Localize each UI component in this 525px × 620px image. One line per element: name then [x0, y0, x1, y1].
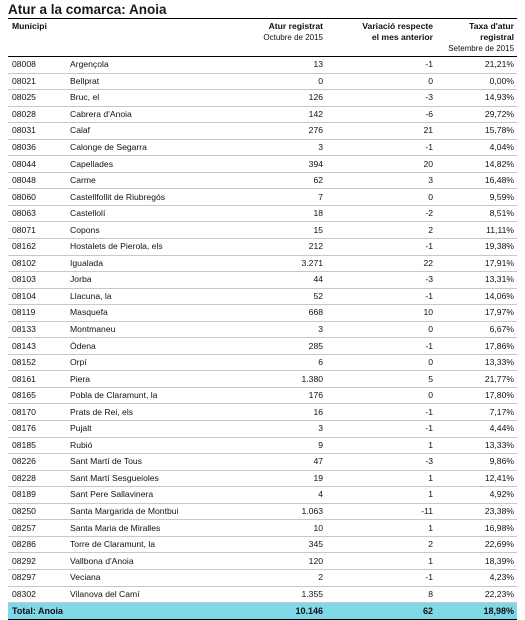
cell-atur: 3.271	[226, 255, 326, 272]
cell-atur: 16	[226, 404, 326, 421]
cell-variacio: 0	[326, 354, 436, 371]
table-row	[8, 73, 517, 90]
cell-code: 08165	[8, 387, 66, 404]
unemployment-table	[8, 18, 517, 620]
header-taxa	[436, 19, 517, 57]
cell-variacio: 1	[326, 437, 436, 454]
total-taxa: 18,98%	[436, 603, 517, 620]
table-row	[8, 586, 517, 603]
table-row	[8, 288, 517, 305]
table-row	[8, 222, 517, 239]
table-row	[8, 503, 517, 520]
cell-taxa: 6,67%	[436, 321, 517, 338]
cell-code: 08028	[8, 106, 66, 123]
cell-variacio: 0	[326, 189, 436, 206]
cell-municipi: Prats de Rei, els	[66, 404, 226, 421]
cell-municipi: Santa Maria de Miralles	[66, 520, 226, 537]
cell-municipi: Argençola	[66, 57, 226, 74]
cell-municipi: Bellprat	[66, 73, 226, 90]
total-atur: 10.146	[226, 603, 326, 620]
cell-municipi: Veciana	[66, 569, 226, 586]
cell-taxa: 29,72%	[436, 106, 517, 123]
cell-municipi: Rubió	[66, 437, 226, 454]
cell-taxa: 4,04%	[436, 139, 517, 156]
cell-atur: 3	[226, 321, 326, 338]
table-row	[8, 305, 517, 322]
table-row	[8, 139, 517, 156]
cell-atur: 10	[226, 520, 326, 537]
cell-variacio: 20	[326, 156, 436, 173]
cell-atur: 1.063	[226, 503, 326, 520]
cell-code: 08060	[8, 189, 66, 206]
cell-atur: 345	[226, 536, 326, 553]
cell-code: 08170	[8, 404, 66, 421]
table-footer	[8, 603, 517, 620]
cell-variacio: -2	[326, 205, 436, 222]
cell-atur: 13	[226, 57, 326, 74]
cell-code: 08161	[8, 371, 66, 388]
cell-atur: 4	[226, 487, 326, 504]
cell-municipi: Orpí	[66, 354, 226, 371]
cell-variacio: 3	[326, 172, 436, 189]
cell-atur: 18	[226, 205, 326, 222]
cell-atur: 3	[226, 421, 326, 438]
cell-variacio: -1	[326, 569, 436, 586]
cell-variacio: 2	[326, 222, 436, 239]
cell-code: 08071	[8, 222, 66, 239]
table-row	[8, 255, 517, 272]
cell-code: 08025	[8, 90, 66, 107]
cell-taxa: 8,51%	[436, 205, 517, 222]
cell-variacio: 1	[326, 520, 436, 537]
table-row	[8, 421, 517, 438]
cell-code: 08008	[8, 57, 66, 74]
cell-taxa: 17,86%	[436, 338, 517, 355]
cell-variacio: 2	[326, 536, 436, 553]
cell-taxa: 9,86%	[436, 454, 517, 471]
cell-code: 08162	[8, 239, 66, 256]
total-label: Total: Anoia	[8, 603, 226, 620]
cell-municipi: Montmaneu	[66, 321, 226, 338]
table-row	[8, 156, 517, 173]
table-row	[8, 354, 517, 371]
cell-municipi: Òdena	[66, 338, 226, 355]
cell-taxa: 12,41%	[436, 470, 517, 487]
table-row	[8, 90, 517, 107]
cell-variacio: 1	[326, 470, 436, 487]
cell-taxa: 18,39%	[436, 553, 517, 570]
cell-taxa: 16,48%	[436, 172, 517, 189]
cell-municipi: Masquefa	[66, 305, 226, 322]
cell-code: 08189	[8, 487, 66, 504]
table-row	[8, 321, 517, 338]
cell-atur: 212	[226, 239, 326, 256]
cell-taxa: 19,38%	[436, 239, 517, 256]
header-taxa-sub: Setembre de 2015	[448, 44, 515, 53]
header-taxa-label: Taxa d'atur registral	[469, 21, 515, 42]
cell-variacio: 1	[326, 553, 436, 570]
cell-variacio: -3	[326, 90, 436, 107]
cell-municipi: Jorba	[66, 272, 226, 289]
cell-code: 08226	[8, 454, 66, 471]
cell-code: 08185	[8, 437, 66, 454]
cell-atur: 285	[226, 338, 326, 355]
table-body	[8, 57, 517, 603]
cell-code: 08176	[8, 421, 66, 438]
cell-municipi: Carme	[66, 172, 226, 189]
cell-variacio: 0	[326, 73, 436, 90]
header-variacio-label: Variació respecte	[362, 21, 434, 31]
cell-code: 08044	[8, 156, 66, 173]
cell-taxa: 4,44%	[436, 421, 517, 438]
table-row	[8, 205, 517, 222]
table-row	[8, 536, 517, 553]
cell-code: 08250	[8, 503, 66, 520]
cell-taxa: 13,31%	[436, 272, 517, 289]
cell-taxa: 13,33%	[436, 354, 517, 371]
cell-taxa: 13,33%	[436, 437, 517, 454]
cell-code: 08257	[8, 520, 66, 537]
cell-code: 08302	[8, 586, 66, 603]
cell-taxa: 22,23%	[436, 586, 517, 603]
cell-variacio: -1	[326, 139, 436, 156]
table-row	[8, 404, 517, 421]
cell-municipi: Capellades	[66, 156, 226, 173]
cell-variacio: 10	[326, 305, 436, 322]
cell-taxa: 7,17%	[436, 404, 517, 421]
cell-atur: 44	[226, 272, 326, 289]
cell-taxa: 14,93%	[436, 90, 517, 107]
cell-municipi: Llacuna, la	[66, 288, 226, 305]
cell-municipi: Santa Margarida de Montbui	[66, 503, 226, 520]
cell-municipi: Castellfollit de Riubregós	[66, 189, 226, 206]
cell-variacio: 0	[326, 387, 436, 404]
cell-taxa: 11,11%	[436, 222, 517, 239]
table-row	[8, 437, 517, 454]
cell-code: 08228	[8, 470, 66, 487]
cell-atur: 276	[226, 123, 326, 140]
cell-municipi: Torre de Claramunt, la	[66, 536, 226, 553]
cell-variacio: -3	[326, 454, 436, 471]
cell-atur: 2	[226, 569, 326, 586]
cell-municipi: Cabrera d'Anoia	[66, 106, 226, 123]
cell-code: 08104	[8, 288, 66, 305]
cell-code: 08048	[8, 172, 66, 189]
cell-taxa: 21,77%	[436, 371, 517, 388]
cell-taxa: 16,98%	[436, 520, 517, 537]
table-row	[8, 338, 517, 355]
cell-atur: 3	[226, 139, 326, 156]
cell-atur: 15	[226, 222, 326, 239]
cell-municipi: Copons	[66, 222, 226, 239]
cell-taxa: 9,59%	[436, 189, 517, 206]
cell-variacio: -6	[326, 106, 436, 123]
cell-atur: 176	[226, 387, 326, 404]
table-row	[8, 454, 517, 471]
cell-atur: 9	[226, 437, 326, 454]
cell-atur: 126	[226, 90, 326, 107]
cell-code: 08119	[8, 305, 66, 322]
cell-taxa: 14,06%	[436, 288, 517, 305]
cell-taxa: 15,78%	[436, 123, 517, 140]
cell-taxa: 0,00%	[436, 73, 517, 90]
cell-municipi: Bruc, el	[66, 90, 226, 107]
cell-municipi: Pujalt	[66, 421, 226, 438]
cell-atur: 0	[226, 73, 326, 90]
cell-municipi: Vilanova del Camí	[66, 586, 226, 603]
cell-taxa: 17,91%	[436, 255, 517, 272]
cell-variacio: 0	[326, 321, 436, 338]
cell-atur: 120	[226, 553, 326, 570]
table-row	[8, 272, 517, 289]
cell-taxa: 22,69%	[436, 536, 517, 553]
cell-variacio: -1	[326, 57, 436, 74]
total-variacio: 62	[326, 603, 436, 620]
cell-variacio: -1	[326, 421, 436, 438]
cell-atur: 394	[226, 156, 326, 173]
cell-municipi: Hostalets de Pierola, els	[66, 239, 226, 256]
header-variacio	[326, 19, 436, 57]
table-row	[8, 106, 517, 123]
cell-atur: 1.380	[226, 371, 326, 388]
table-row	[8, 172, 517, 189]
cell-atur: 142	[226, 106, 326, 123]
cell-code: 08103	[8, 272, 66, 289]
cell-municipi: Piera	[66, 371, 226, 388]
header-atur-label: Atur registrat	[268, 21, 324, 31]
table-row	[8, 239, 517, 256]
table-row	[8, 189, 517, 206]
cell-municipi: Pobla de Claramunt, la	[66, 387, 226, 404]
cell-taxa: 4,23%	[436, 569, 517, 586]
cell-variacio: 21	[326, 123, 436, 140]
total-row	[8, 603, 517, 620]
cell-code: 08031	[8, 123, 66, 140]
cell-atur: 6	[226, 354, 326, 371]
cell-atur: 7	[226, 189, 326, 206]
cell-atur: 668	[226, 305, 326, 322]
header-atur-sub: Octubre de 2015	[263, 33, 324, 42]
cell-code: 08152	[8, 354, 66, 371]
table-row	[8, 123, 517, 140]
cell-variacio: -1	[326, 404, 436, 421]
table-row	[8, 520, 517, 537]
table-header	[8, 19, 517, 57]
cell-code: 08036	[8, 139, 66, 156]
cell-variacio: 8	[326, 586, 436, 603]
cell-atur: 1.355	[226, 586, 326, 603]
table-row	[8, 470, 517, 487]
cell-municipi: Calaf	[66, 123, 226, 140]
cell-variacio: 5	[326, 371, 436, 388]
header-municipi: Municipi	[8, 19, 226, 57]
cell-taxa: 4,92%	[436, 487, 517, 504]
cell-taxa: 17,80%	[436, 387, 517, 404]
table-row	[8, 387, 517, 404]
cell-atur: 62	[226, 172, 326, 189]
cell-atur: 47	[226, 454, 326, 471]
cell-variacio: 1	[326, 487, 436, 504]
cell-municipi: Sant Martí Sesgueioles	[66, 470, 226, 487]
cell-municipi: Igualada	[66, 255, 226, 272]
cell-code: 08102	[8, 255, 66, 272]
header-variacio-sub: el mes anterior	[371, 32, 434, 42]
cell-municipi: Calonge de Segarra	[66, 139, 226, 156]
table-row	[8, 371, 517, 388]
cell-code: 08063	[8, 205, 66, 222]
table-row	[8, 57, 517, 74]
cell-taxa: 21,21%	[436, 57, 517, 74]
table-row	[8, 569, 517, 586]
cell-variacio: -1	[326, 288, 436, 305]
header-atur	[226, 19, 326, 57]
cell-municipi: Castellolí	[66, 205, 226, 222]
cell-code: 08143	[8, 338, 66, 355]
cell-municipi: Sant Martí de Tous	[66, 454, 226, 471]
page-title: Atur a la comarca: Anoia	[8, 2, 167, 17]
cell-code: 08297	[8, 569, 66, 586]
cell-code: 08133	[8, 321, 66, 338]
cell-variacio: -11	[326, 503, 436, 520]
cell-taxa: 14,82%	[436, 156, 517, 173]
table-row	[8, 487, 517, 504]
cell-atur: 19	[226, 470, 326, 487]
cell-taxa: 17,97%	[436, 305, 517, 322]
cell-variacio: -1	[326, 239, 436, 256]
cell-code: 08021	[8, 73, 66, 90]
cell-atur: 52	[226, 288, 326, 305]
cell-variacio: 22	[326, 255, 436, 272]
cell-variacio: -1	[326, 338, 436, 355]
cell-municipi: Sant Pere Sallavinera	[66, 487, 226, 504]
cell-municipi: Vallbona d'Anoia	[66, 553, 226, 570]
cell-taxa: 23,38%	[436, 503, 517, 520]
cell-variacio: -3	[326, 272, 436, 289]
cell-code: 08292	[8, 553, 66, 570]
table-row	[8, 553, 517, 570]
cell-code: 08286	[8, 536, 66, 553]
